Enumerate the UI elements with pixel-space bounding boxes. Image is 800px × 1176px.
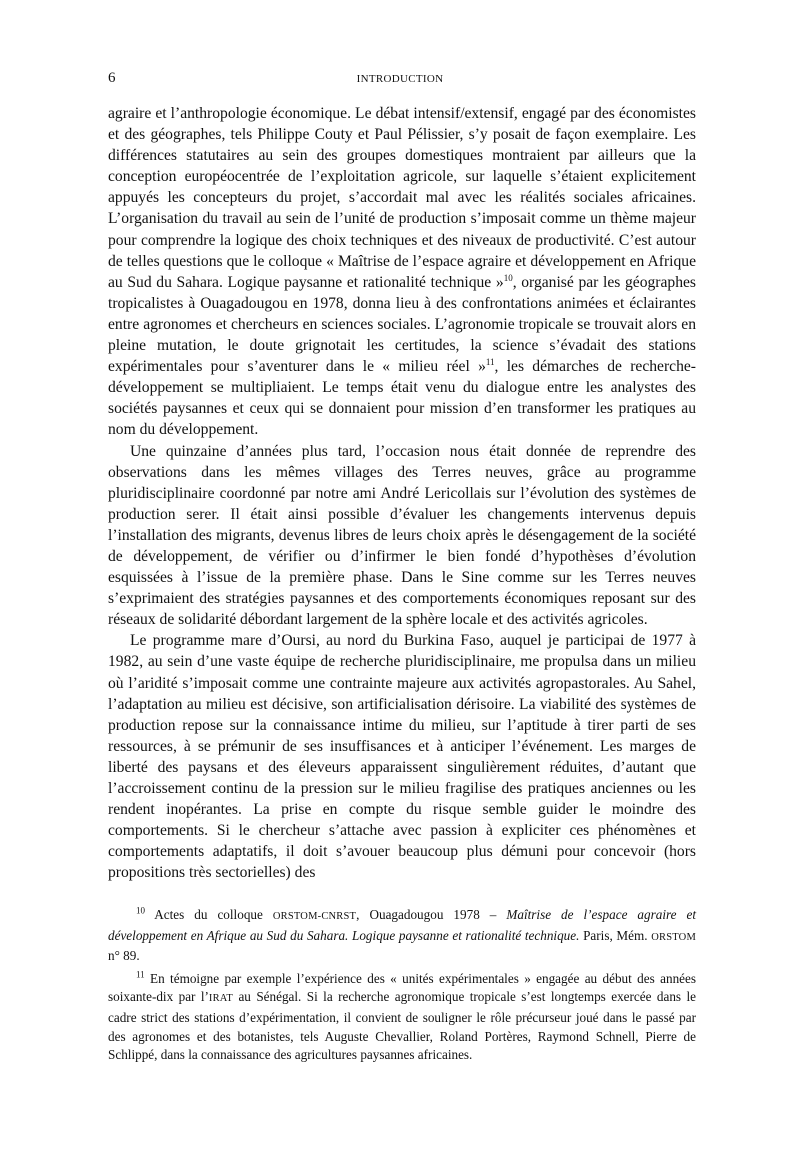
paragraph-text: , les démarches de recherche-développement se multipliaient. Le temps était venu du dialogue entre les analystes des sociétés paysannes et ceux qui se donnaient pour mission d’en transformer les pratiques au nom du développement. bbox=[108, 358, 696, 439]
footnote-text: Paris, Mém. bbox=[579, 927, 652, 943]
footnote-text: , Ouagadougou 1978 – bbox=[356, 907, 507, 922]
organization-name: ORSTOM bbox=[651, 931, 696, 943]
footnote-number: 11 bbox=[136, 969, 145, 980]
footnote-text: au Sénégal. Si la recherche agronomique tropicale s’est longtemps exercée dans le cadre strict des stations d’expérimentation, il convient de souligner le rôle précurseur joué dans le passé par des agronomes et des botanistes, tels Auguste Chevallier, Roland Portères, Raymond Schnell, Pierre de Schlippé, dans la connaissance des agricultures paysannes africaines. bbox=[108, 989, 696, 1063]
footnote-ref-11: 11 bbox=[485, 356, 495, 367]
footnote-10 bbox=[108, 906, 696, 966]
body-text bbox=[108, 103, 696, 883]
footnote-11 bbox=[108, 970, 696, 1065]
footnote-number: 10 bbox=[136, 905, 145, 916]
paragraph-1 bbox=[108, 103, 696, 441]
paragraph-text: agraire et l’anthropologie économique. Le débat intensif/extensif, engagé par des économistes et des géographes, tels Philippe Couty et Paul Pélissier, s’y posait de façon exemplaire. Les différences statutaires au sein des groupes domestiques montraient par ailleurs que la conception européocentrée de l’exploitation agricole, sur laquelle s’étaient explicitement appuyés les concepteurs du projet, s’accordait mal avec les réalités sociales africaines. L’organisation du travail au sein de l’unité de production s’imposait comme un thème majeur pour comprendre la logique des choix techniques et des niveaux de productivité. C’est autour de telles questions que le colloque « Maîtrise de l’espace agraire et développement en Afrique au Sud du Sahara. Logique paysanne et rationalité technique » bbox=[108, 105, 696, 291]
running-title: INTRODUCTION bbox=[356, 73, 444, 85]
footnotes bbox=[108, 906, 696, 1065]
paragraph-text: , organisé par les géographes tropicalistes à Ouagadougou en 1978, donna lieu à des confrontations animées et éclairantes entre agronomes et chercheurs en sciences sociales. L’agronomie tropicale se trouvait alors en pleine mutation, le doute grignotait les certitudes, la science s’évadait des stations expérimentales pour s’aventurer dans le « milieu réel » bbox=[108, 273, 697, 376]
footnote-ref-10: 10 bbox=[503, 272, 513, 283]
organization-name: IRAT bbox=[208, 993, 234, 1005]
page-number: 6 bbox=[108, 70, 116, 86]
footnote-text: Actes du colloque bbox=[145, 907, 273, 922]
paragraph-2: Une quinzaine d’années plus tard, l’occasion nous était donnée de reprendre des observations dans les mêmes villages des Terres neuves, grâce au programme pluridisciplinaire coordonné par notre ami André Lericollais sur l’évolution des systèmes de production serer. Il était ainsi possible d’évaluer les changements intervenus depuis l’installation des migrants, devenus libres de leurs choix après le désengagement de la société de développement, de vérifier ou d’infirmer le bien fondé d’hypothèses d’évolution esquissées à l’issue de la première phase. Dans le Sine comme sur les Terres neuves s’exprimaient des stratégies paysannes et des comportements économiques reposant sur des réseaux de solidarité débordant largement de la sphère locale et des activités agricoles. bbox=[108, 442, 696, 629]
publication-title: Maîtrise de l’espace agraire et développement en Afrique au Sud du Sahara. Logique paysanne et rationalité technique. bbox=[108, 907, 696, 943]
page-header bbox=[108, 70, 692, 92]
footnote-text: n° 89. bbox=[108, 948, 140, 964]
paragraph-3: Le programme mare d’Oursi, au nord du Burkina Faso, auquel je participai de 1977 à 1982, au sein d’une vaste équipe de recherche pluridisciplinaire, me propulsa dans un milieu où l’aridité s’imposait comme une contrainte majeure aux activités agropastorales. Au Sahel, l’adaptation au milieu est décisive, son artificialisation dérisoire. La viabilité des systèmes de production repose sur la connaissance intime du milieu, sur l’aptitude à tirer parti de ses ressources, à se prémunir de ses insuffisances et à anticiper l’événement. Les marges de liberté des paysans et des éleveurs apparaissent singulièrement réduites, d’autant que l’accroissement continu de la pression sur le milieu fragilise des pratiques anciennes ou les rendent inopérantes. La prise en compte du risque semble guider le moindre des comportements. Si le chercheur s’attache avec passion à expliciter ces phénomènes et comportements adaptatifs, il doit s’avouer beaucoup plus démuni pour concevoir (hors propositions très sectorielles) des bbox=[108, 632, 696, 882]
organization-name: ORSTOM-CNRST bbox=[272, 911, 357, 922]
footnote-text: En témoigne par exemple l’expérience des « unités expérimentales » engagée au début des années soixante-dix par l’ bbox=[108, 970, 696, 1005]
